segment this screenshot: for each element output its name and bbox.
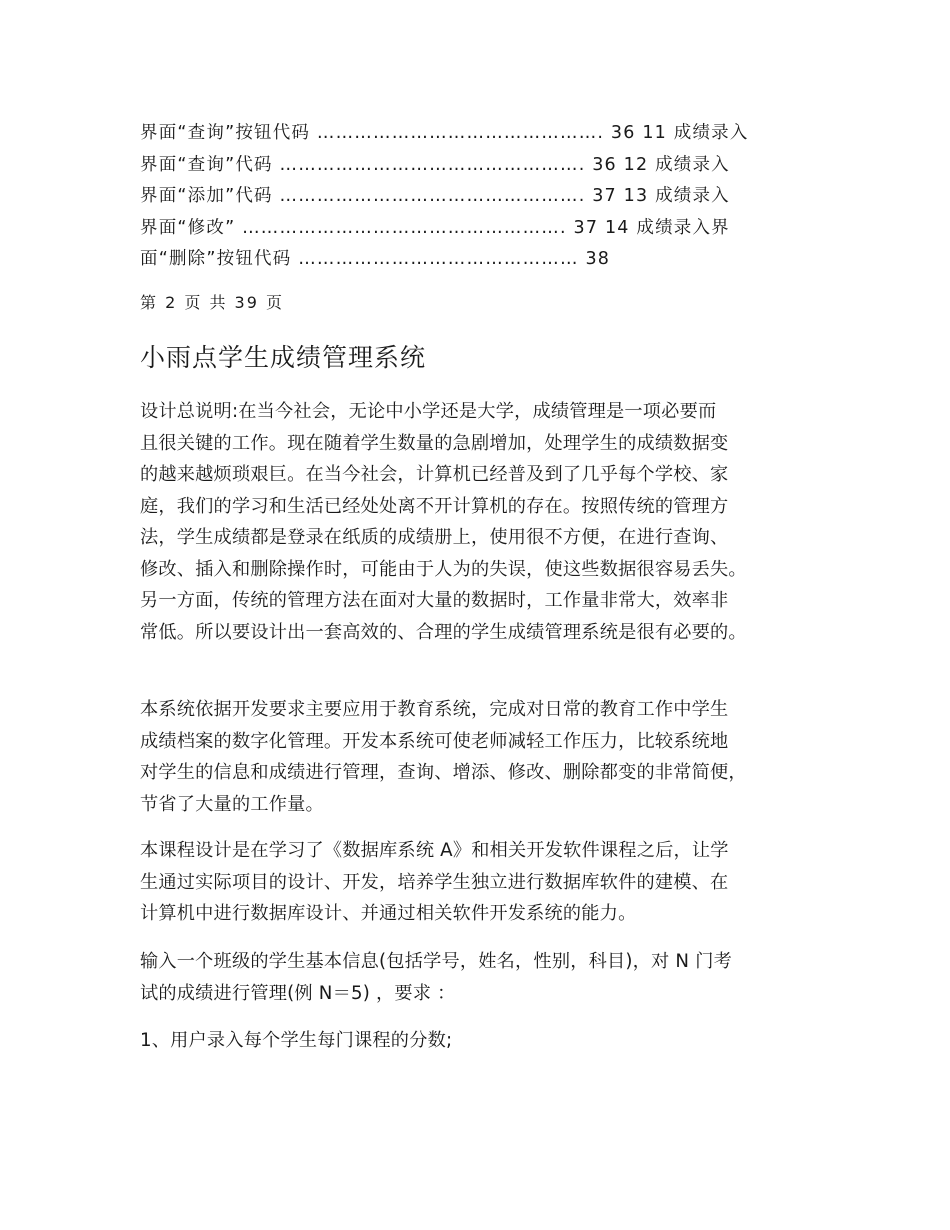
paragraph-line: 节省了大量的工作量。	[140, 793, 324, 815]
toc-line: 界面“查询”代码 …………………………………………. 36 12 成绩录入	[140, 154, 730, 175]
paragraph-line: 法，学生成绩都是登录在纸质的成绩册上，使用很不方便，在进行查询、	[140, 527, 729, 548]
document-title: 小雨点学生成绩管理系统	[140, 343, 427, 372]
paragraph-line: 1、用户录入每个学生每门课程的分数;	[140, 1030, 453, 1051]
paragraph-line: 的越来越烦琐艰巨。在当今社会，计算机已经普及到了几乎每个学校、家	[140, 464, 729, 485]
paragraph-requirements	[140, 946, 840, 1009]
paragraph-line: 对学生的信息和成绩进行管理，查询、增添、修改、删除都变的非常简便，	[140, 762, 747, 783]
paragraph-design-summary	[140, 396, 840, 648]
paragraph-line: 修改、插入和删除操作时，可能由于人为的失误，使这些数据很容易丢失。	[140, 558, 747, 580]
table-of-contents	[140, 118, 830, 276]
paragraph-line: 设计总说明:在当今社会，无论中小学还是大学，成绩管理是一项必要而	[140, 401, 717, 422]
toc-line: 界面“查询”按钮代码 ………………………………………. 36 11 成绩录入	[140, 123, 749, 143]
paragraph-line: 庭，我们的学习和生活已经处处离不开计算机的存在。按照传统的管理方	[140, 495, 729, 517]
paragraph-line: 且很关键的工作。现在随着学生数量的急剧增加，处理学生的成绩数据变	[140, 432, 729, 454]
paragraph-line: 生通过实际项目的设计、开发，培养学生独立进行数据库软件的建模、在	[140, 871, 729, 893]
paragraph-line: 本系统依据开发要求主要应用于教育系统，完成对日常的教育工作中学生	[140, 699, 729, 720]
paragraph-line: 试的成绩进行管理(例 N＝5) ，要求 ：	[140, 982, 456, 1004]
paragraph-line: 成绩档案的数字化管理。开发本系统可使老师减轻工作压力，比较系统地	[140, 730, 729, 752]
toc-line: 界面“添加”代码 …………………………………………. 37 13 成绩录入	[140, 186, 730, 206]
paragraph-line: 输入一个班级的学生基本信息(包括学号，姓名，性别，科目)，对 N 门考	[140, 951, 732, 972]
toc-line: 面“删除”按钮代码 ……………………………………… 38	[140, 249, 611, 269]
paragraph-system-purpose	[140, 694, 840, 820]
page-indicator: 第 2 页 共 39 页	[140, 293, 284, 312]
paragraph-line: 计算机中进行数据库设计、并通过相关软件开发系统的能力。	[140, 903, 637, 924]
toc-line: 界面“修改” ……………………………………………. 37 14 成绩录入界	[140, 217, 730, 238]
paragraph-line: 常低。所以要设计出一套高效的、合理的学生成绩管理系统是很有必要的。	[140, 621, 747, 643]
paragraph-line: 另一方面，传统的管理方法在面对大量的数据时，工作量非常大，效率非	[140, 590, 729, 611]
paragraph-line: 本课程设计是在学习了《数据库系统 A》和相关开发软件课程之后，让学	[140, 840, 729, 861]
paragraph-course-design	[140, 835, 840, 930]
paragraph-requirement-item-1	[140, 1025, 840, 1057]
